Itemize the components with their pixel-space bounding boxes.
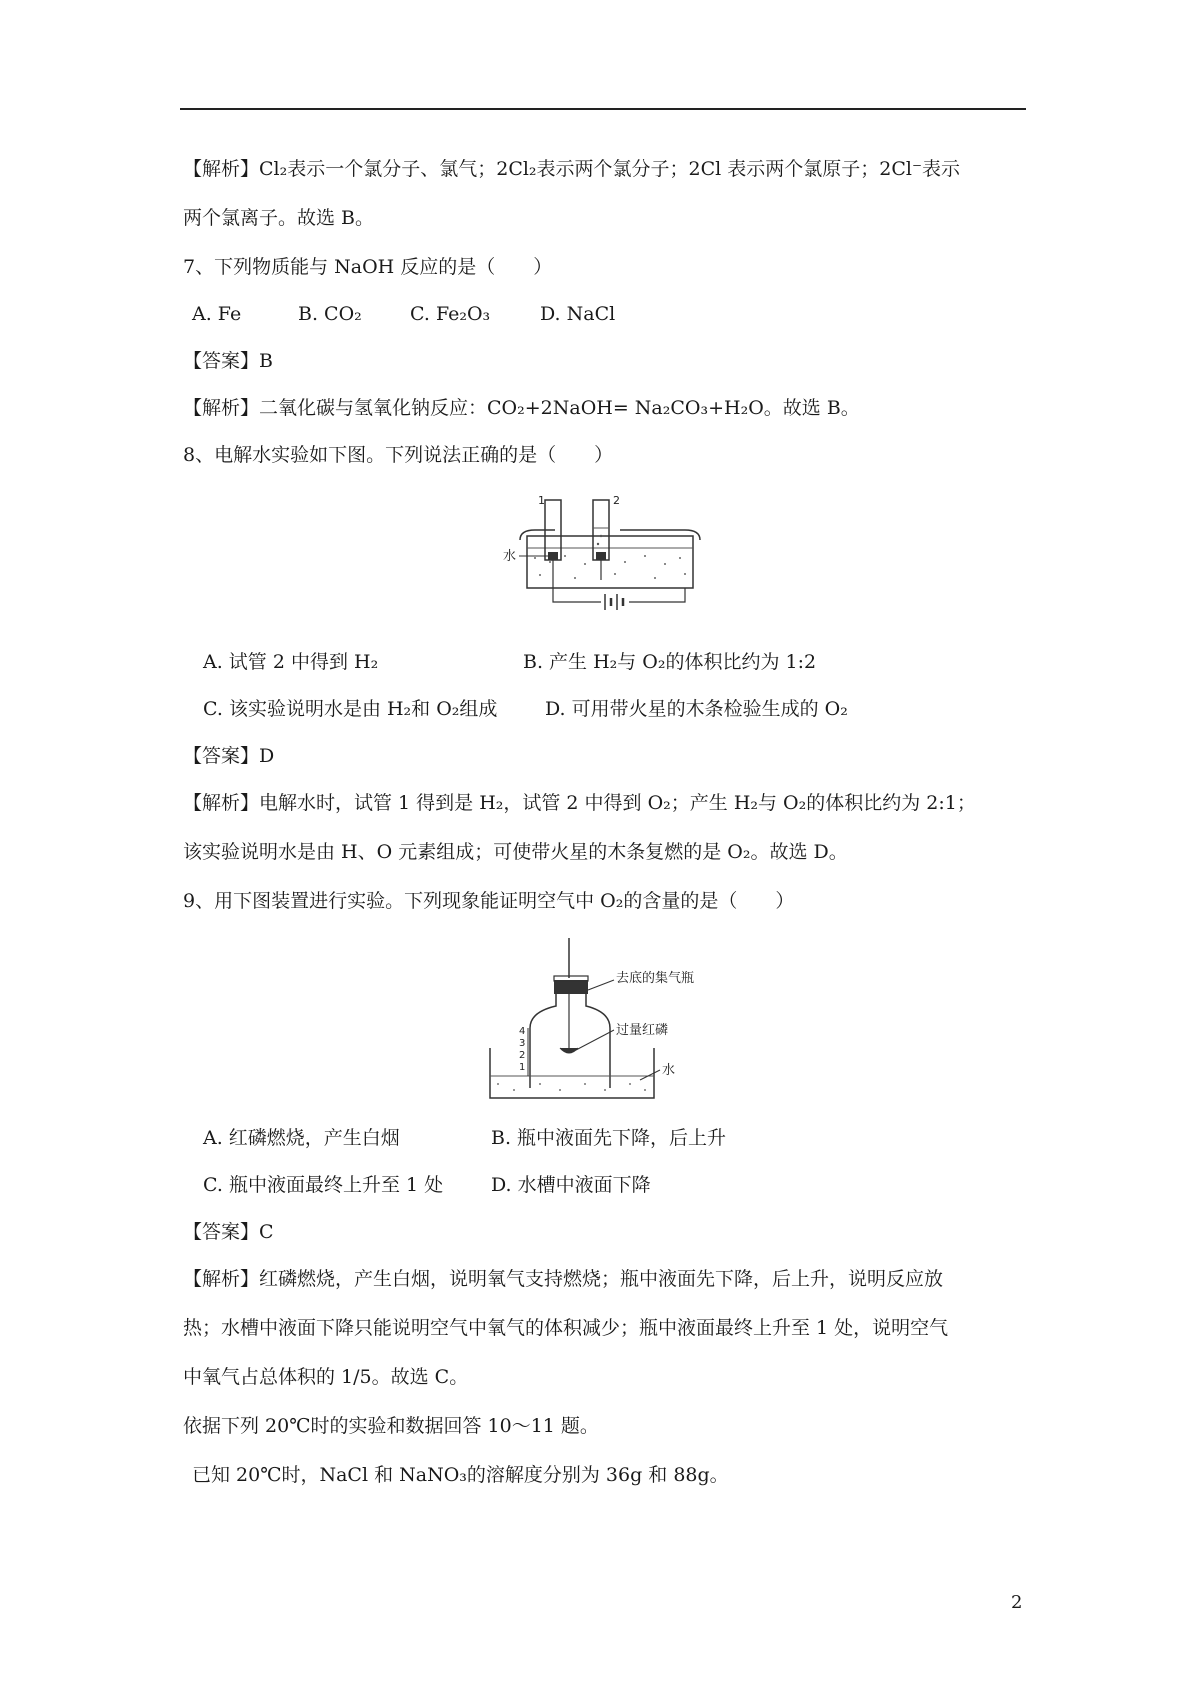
water-label: 水	[503, 549, 517, 564]
q8-option-c: C. 该实验说明水是由 H₂和 O₂组成	[203, 698, 498, 720]
q7-question: 7、下列物质能与 NaOH 反应的是（ ）	[183, 256, 553, 278]
q8-analysis-line1: 【解析】电解水时，试管 1 得到是 H₂，试管 2 中得到 O₂；产生 H₂与 O₂的体积比约为 2:1；	[183, 792, 976, 814]
q8-option-a: A. 试管 2 中得到 H₂	[203, 651, 379, 673]
q8-answer: 【答案】D	[183, 745, 275, 767]
q9-option-d: D. 水槽中液面下降	[491, 1174, 651, 1196]
q9-option-b: B. 瓶中液面先下降，后上升	[491, 1127, 727, 1149]
q7-option-b: B. CO₂	[298, 303, 362, 325]
tube2-label: 2	[613, 494, 620, 507]
q9-question: 9、用下图装置进行实验。下列现象能证明空气中 O₂的含量的是（ ）	[183, 890, 795, 912]
trough-water-label: 水	[662, 1063, 676, 1078]
q9-analysis-line2: 热；水槽中液面下降只能说明空气中氧气的体积减少；瓶中液面最终上升至 1 处，说明空气	[183, 1317, 949, 1339]
q7-analysis: 【解析】二氧化碳与氢氧化钠反应：CO₂+2NaOH= Na₂CO₃+H₂O。故选 B。	[183, 397, 860, 419]
mark-1: 1	[519, 1062, 526, 1073]
q8-analysis-line2: 该实验说明水是由 H、O 元素组成；可使带火星的木条复燃的是 O₂。故选 D。	[183, 841, 848, 863]
q8-question: 8、电解水实验如下图。下列说法正确的是（ ）	[183, 444, 614, 466]
q9-option-a: A. 红磷燃烧，产生白烟	[203, 1127, 400, 1149]
q9-option-c: C. 瓶中液面最终上升至 1 处	[203, 1174, 444, 1196]
bottle-label: 去底的集气瓶	[616, 971, 695, 986]
q6-analysis-line1: 【解析】Cl₂表示一个氯分子、氯气；2Cl₂表示两个氯分子；2Cl 表示两个氯原子；2Cl⁻表示	[183, 158, 961, 180]
q7-answer: 【答案】B	[183, 350, 273, 372]
q8-option-d: D. 可用带火星的木条检验生成的 O₂	[545, 698, 848, 720]
phosphorus-label: 过量红磷	[616, 1023, 669, 1038]
q9-analysis-line1: 【解析】红磷燃烧，产生白烟，说明氧气支持燃烧；瓶中液面先下降，后上升，说明反应放	[183, 1268, 944, 1290]
q7-option-a: A. Fe	[192, 303, 242, 325]
intro-line1: 依据下列 20℃时的实验和数据回答 10～11 题。	[183, 1415, 599, 1437]
mark-2: 2	[519, 1050, 526, 1061]
q9-analysis-line3: 中氧气占总体积的 1/5。故选 C。	[183, 1366, 469, 1388]
mark-4: 4	[519, 1026, 526, 1037]
header-rule	[180, 108, 1026, 110]
q6-analysis-line2: 两个氯离子。故选 B。	[183, 207, 375, 229]
oxygen-apparatus-figure	[490, 938, 710, 1103]
q7-option-d: D. NaCl	[540, 303, 616, 325]
q7-option-c: C. Fe₂O₃	[410, 303, 491, 325]
mark-3: 3	[519, 1038, 526, 1049]
tube1-label: 1	[538, 494, 545, 507]
q8-option-b: B. 产生 H₂与 O₂的体积比约为 1:2	[523, 651, 817, 673]
q9-answer: 【答案】C	[183, 1221, 274, 1243]
page-number: 2	[1011, 1592, 1023, 1613]
intro-line2: 已知 20℃时，NaCl 和 NaNO₃的溶解度分别为 36g 和 88g。	[192, 1464, 729, 1486]
electrolysis-figure	[505, 490, 715, 630]
